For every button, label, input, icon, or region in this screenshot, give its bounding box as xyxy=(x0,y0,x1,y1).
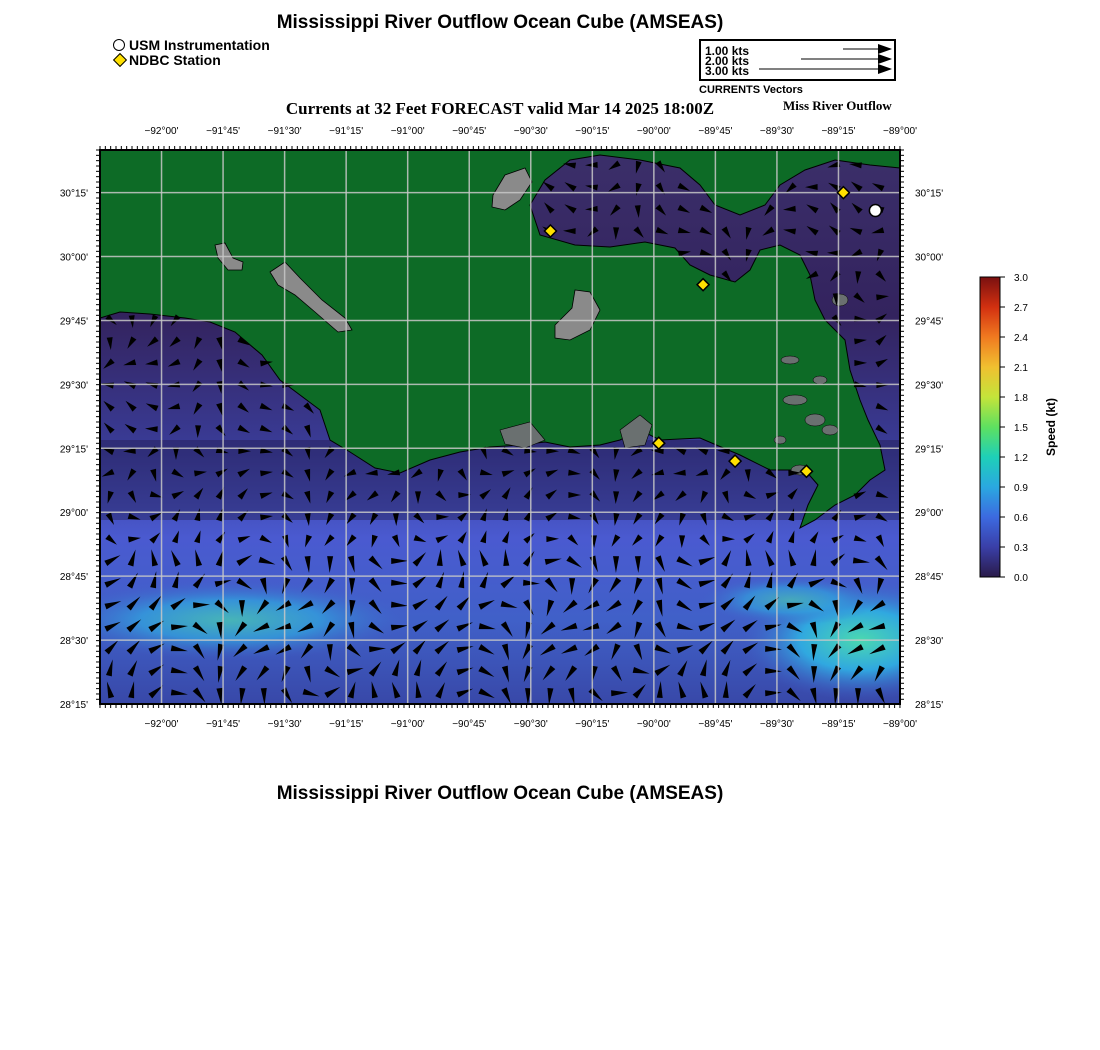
lat-tick-label-left: 29°30' xyxy=(59,380,88,392)
marsh-island xyxy=(783,395,807,405)
lon-tick-label: −90°00' xyxy=(636,126,671,137)
lat-tick-label-left: 29°15' xyxy=(59,444,88,456)
lon-tick-label: −89°30' xyxy=(759,719,794,730)
lat-tick-label-left: 28°45' xyxy=(59,572,88,584)
marsh-island xyxy=(822,425,838,435)
vector-key-arrowhead xyxy=(878,64,892,74)
vector-key-row-2: 2.00 kts xyxy=(705,54,750,68)
lon-tick-label: −91°00' xyxy=(390,126,425,137)
marsh-island xyxy=(781,356,799,364)
vector-key-row-3: 3.00 kts xyxy=(705,64,750,78)
lon-tick-label: −90°30' xyxy=(513,126,548,137)
lon-tick-label: −91°30' xyxy=(267,719,302,730)
lon-tick-label: −91°15' xyxy=(329,719,364,730)
lon-tick-label: −90°30' xyxy=(513,719,548,730)
lon-tick-label: −89°15' xyxy=(821,719,856,730)
lon-tick-label: −90°15' xyxy=(575,126,610,137)
lat-tick-label-right: 29°45' xyxy=(915,316,944,328)
lon-tick-label: −89°45' xyxy=(698,126,733,137)
lat-tick-label-left: 29°45' xyxy=(59,316,88,328)
lat-tick-label-left: 30°00' xyxy=(59,252,88,264)
lon-tick-label: −91°15' xyxy=(329,126,364,137)
page-title: Mississippi River Outflow Ocean Cube (AMSEAS) xyxy=(276,12,724,33)
colorbar-tick-label: 2.1 xyxy=(1014,363,1028,374)
water-fast-band xyxy=(50,580,410,660)
lon-tick-label: −92°00' xyxy=(144,126,179,137)
lon-tick-label: −91°45' xyxy=(206,719,241,730)
colorbar-tick-label: 3.0 xyxy=(1014,273,1028,284)
lon-tick-label: −91°00' xyxy=(390,719,425,730)
lat-tick-label-right: 29°30' xyxy=(915,380,944,392)
lat-tick-label-right: 30°00' xyxy=(915,252,944,264)
lon-tick-label: −90°45' xyxy=(452,126,487,137)
lon-tick-label: −92°00' xyxy=(144,719,179,730)
colorbar-label: Speed (kt) xyxy=(1044,397,1058,457)
lon-tick-label: −90°15' xyxy=(575,719,610,730)
lat-tick-label-right: 28°30' xyxy=(915,636,944,648)
lon-tick-label: −89°15' xyxy=(821,126,856,137)
colorbar-tick-label: 2.7 xyxy=(1014,303,1028,314)
colorbar-tick-label: 1.2 xyxy=(1014,453,1028,464)
vector-key-arrows xyxy=(759,44,892,74)
lat-tick-label-right: 28°45' xyxy=(915,572,944,584)
colorbar-tick-label: 1.5 xyxy=(1014,423,1028,434)
marsh-island xyxy=(805,414,825,426)
lat-tick-label-right: 30°15' xyxy=(915,188,944,200)
lon-tick-label: −89°30' xyxy=(759,126,794,137)
lon-tick-label: −89°00' xyxy=(883,719,917,730)
lon-tick-label: −90°45' xyxy=(452,719,487,730)
lon-tick-label: −90°00' xyxy=(636,719,671,730)
vector-key-caption: CURRENTS Vectors xyxy=(699,84,803,96)
lon-tick-label: −89°45' xyxy=(698,719,733,730)
marsh-island xyxy=(774,436,786,444)
vector-key-arrowhead xyxy=(878,54,892,64)
lat-tick-label-left: 29°00' xyxy=(59,508,88,520)
lon-tick-label: −91°45' xyxy=(206,126,241,137)
colorbar-tick-label: 0.6 xyxy=(1014,513,1028,524)
lat-tick-label-left: 28°15' xyxy=(59,700,88,711)
page-title-bottom: Mississippi River Outflow Ocean Cube (AMSEAS) xyxy=(276,783,724,804)
colorbar-tick-label: 0.3 xyxy=(1014,543,1028,554)
vector-key-row-1: 1.00 kts xyxy=(705,44,750,58)
vector-key-arrowhead xyxy=(878,44,892,54)
map-area xyxy=(50,150,980,705)
lon-tick-label: −89°00' xyxy=(883,126,917,137)
map-subtitle: Currents at 32 Feet FORECAST valid Mar 14 2025 18:00Z xyxy=(285,99,715,118)
lat-tick-label-right: 29°15' xyxy=(915,444,944,456)
usm-station-icon xyxy=(869,205,881,217)
lat-tick-label-right: 29°00' xyxy=(915,508,944,520)
lat-tick-label-left: 28°30' xyxy=(59,636,88,648)
lon-tick-label: −91°30' xyxy=(267,126,302,137)
speed-colorbar xyxy=(980,273,1058,584)
colorbar-ramp xyxy=(980,277,1000,577)
colorbar-tick-label: 2.4 xyxy=(1014,333,1028,344)
colorbar-tick-label: 1.8 xyxy=(1014,393,1028,404)
legend-ndbc-label: NDBC Station xyxy=(129,52,221,68)
marsh-island xyxy=(813,376,827,384)
colorbar-tick-label: 0.9 xyxy=(1014,483,1028,494)
colorbar-tick-label: 0.0 xyxy=(1014,573,1028,584)
lat-tick-label-left: 30°15' xyxy=(59,188,88,200)
legend-usm-label: USM Instrumentation xyxy=(129,37,270,53)
region-label: Miss River Outflow xyxy=(783,98,892,113)
lat-tick-label-right: 28°15' xyxy=(915,700,944,711)
